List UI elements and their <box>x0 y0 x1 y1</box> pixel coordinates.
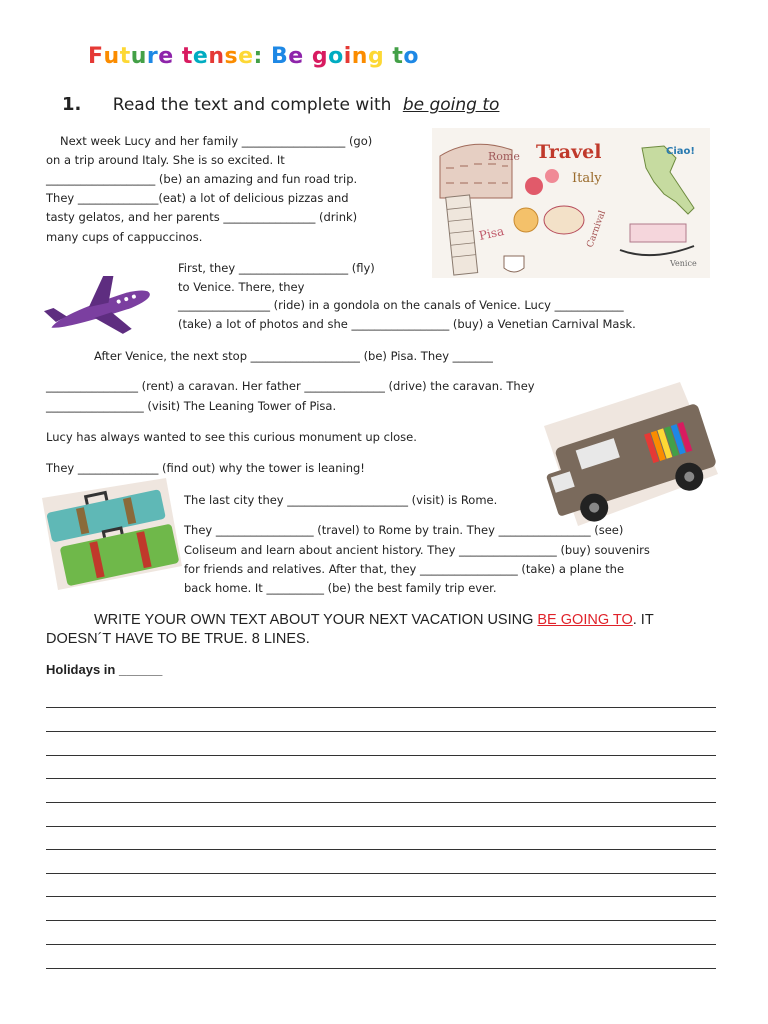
rose-icon <box>545 169 559 183</box>
coffee-cup-icon <box>504 256 524 272</box>
writing-line[interactable] <box>46 849 716 850</box>
title-letter: u <box>103 44 120 69</box>
worksheet-title <box>88 44 419 69</box>
title-letter: n <box>208 44 225 69</box>
writing-line[interactable] <box>46 755 716 756</box>
title-letter: B <box>271 44 289 69</box>
text-line: ________________ (rent) a caravan. Her father ______________ (drive) the caravan. They <box>46 379 535 393</box>
writing-line[interactable] <box>46 731 716 732</box>
title-letter: t <box>181 44 193 69</box>
exercise-heading <box>62 94 499 115</box>
exercise-number: 1. <box>62 94 82 115</box>
title-letter <box>384 44 392 69</box>
text-line: The last city they _____________________ (visit) is Rome. <box>184 493 498 507</box>
suitcases-illustration <box>42 478 182 590</box>
exercise-keyword: be going to <box>402 95 500 115</box>
title-letter: r <box>146 44 159 69</box>
title-letter <box>304 44 312 69</box>
writing-line[interactable] <box>46 896 716 897</box>
text-line: back home. It __________ (be) the best family trip ever. <box>184 581 497 595</box>
carnival-mask-icon <box>544 206 584 234</box>
title-letter: e <box>192 44 209 69</box>
collage-word: Travel <box>536 141 602 163</box>
writing-task-highlight: BE GOING TO <box>537 612 633 628</box>
collage-word: Rome <box>488 150 520 163</box>
title-letter: F <box>88 44 104 69</box>
title-letter: i <box>343 44 352 69</box>
writing-line[interactable] <box>46 968 716 969</box>
title-letter: e <box>158 44 174 69</box>
text-line: on a trip around Italy. She is so excited. It <box>46 153 285 167</box>
text-line: ___________________ (be) an amazing and fun road trip. <box>46 172 358 186</box>
caravan-illustration <box>540 382 720 530</box>
writing-task-part2: . IT <box>632 612 654 628</box>
text-line: for friends and relatives. After that, they _________________ (take) a plane the <box>184 562 625 576</box>
text-line: many cups of cappuccinos. <box>46 230 203 244</box>
text-line: _________________ (visit) The Leaning Tower of Pisa. <box>46 399 337 413</box>
text-line: tasty gelatos, and her parents ________________ (drink) <box>46 210 358 224</box>
writing-line[interactable] <box>46 873 716 874</box>
title-letter <box>263 44 271 69</box>
collage-word: Italy <box>572 171 602 186</box>
text-line: ________________ (ride) in a gondola on the canals of Venice. Lucy ____________ <box>178 298 624 312</box>
title-letter: t <box>119 44 131 69</box>
writing-line[interactable] <box>46 778 716 779</box>
text-line: to Venice. There, they <box>178 280 305 294</box>
text-line: They ______________ (find out) why the tower is leaning! <box>46 461 365 475</box>
writing-line[interactable] <box>46 826 716 827</box>
title-letter: g <box>367 44 385 69</box>
title-letter: g <box>311 44 329 69</box>
title-letter: s <box>224 44 239 69</box>
text-line: They _________________ (travel) to Rome by train. They ________________ (see) <box>184 523 624 537</box>
rose-icon <box>525 177 543 195</box>
text-line: Coliseum and learn about ancient history. They _________________ (buy) souvenirs <box>184 543 650 557</box>
collage-word: Pisa <box>477 223 506 243</box>
italy-travel-collage <box>432 128 710 278</box>
title-letter: e <box>238 44 254 69</box>
text-line: Next week Lucy and her family __________________ (go) <box>60 134 373 148</box>
text-line: Lucy has always wanted to see this curious monument up close. <box>46 430 417 444</box>
text-line: (take) a lot of photos and she _________________ (buy) a Venetian Carnival Mask. <box>178 317 636 331</box>
collage-word: Venice <box>670 259 697 268</box>
title-letter: o <box>328 44 344 69</box>
title-letter: : <box>253 44 263 69</box>
title-letter <box>174 44 182 69</box>
airplane-illustration <box>40 276 158 342</box>
text-line: After Venice, the next stop ___________________ (be) Pisa. They _______ <box>94 349 493 363</box>
title-letter: u <box>130 44 147 69</box>
exercise-instruction: Read the text and complete with <box>112 95 392 115</box>
holidays-label: Holidays in ______ <box>46 662 163 677</box>
writing-line[interactable] <box>46 920 716 921</box>
title-letter: t <box>392 44 404 69</box>
text-line: They ______________(eat) a lot of delicious pizzas and <box>46 191 349 205</box>
pizza-icon <box>514 208 538 232</box>
writing-line[interactable] <box>46 944 716 945</box>
writing-task-part1: WRITE YOUR OWN TEXT ABOUT YOUR NEXT VACATION USING <box>94 612 538 628</box>
writing-task-line2: DOESN´T HAVE TO BE TRUE. 8 LINES. <box>46 631 310 647</box>
title-letter: o <box>403 44 420 69</box>
writing-line[interactable] <box>46 802 716 803</box>
title-letter: e <box>288 44 304 69</box>
writing-line[interactable] <box>46 707 716 708</box>
title-letter: n <box>351 44 368 69</box>
collage-word: Carnival <box>585 209 609 250</box>
collage-word: Ciao! <box>666 146 695 157</box>
text-line: First, they ___________________ (fly) <box>178 261 375 275</box>
writing-task-instruction <box>94 612 654 628</box>
